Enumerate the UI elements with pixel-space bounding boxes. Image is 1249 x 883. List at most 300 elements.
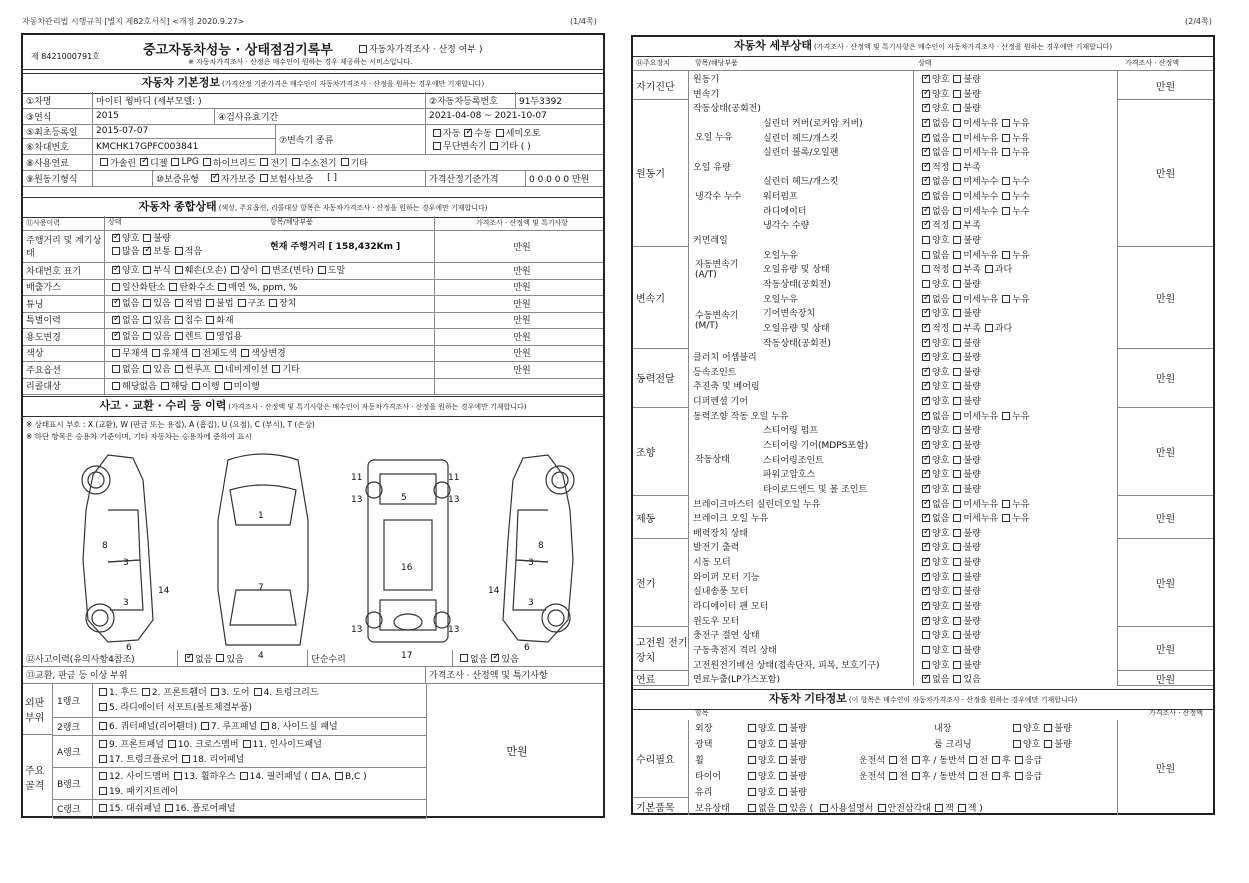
checkbox[interactable] [953, 573, 961, 581]
checkbox[interactable] [175, 299, 183, 307]
checkbox[interactable] [748, 756, 756, 764]
checkbox[interactable] [1044, 740, 1052, 748]
option-label: 양호 [932, 587, 950, 598]
checkbox[interactable] [292, 158, 300, 166]
checkbox[interactable] [953, 631, 961, 639]
checkbox[interactable] [112, 266, 120, 274]
checkbox[interactable] [953, 456, 961, 464]
checkbox[interactable] [211, 688, 219, 696]
option-label: 후 [1002, 772, 1011, 782]
checkbox[interactable] [779, 740, 787, 748]
checkbox[interactable] [953, 617, 961, 625]
checkbox[interactable] [359, 45, 367, 53]
checkbox[interactable] [1002, 251, 1010, 259]
checkbox[interactable] [174, 772, 182, 780]
row-label: 배출가스 [23, 279, 105, 296]
item-label: 동력조향 작동 오일 누유 [693, 411, 789, 422]
checkbox[interactable] [922, 661, 930, 669]
svg-text:17: 17 [401, 651, 413, 661]
checkbox[interactable] [953, 514, 961, 522]
checkbox[interactable] [143, 316, 151, 324]
checkbox[interactable] [953, 148, 961, 156]
svg-text:5: 5 [401, 493, 407, 503]
checkbox[interactable] [922, 602, 930, 610]
checkbox[interactable] [922, 207, 930, 215]
rank-row: A랭크 9. 프론트패널 10. 크로스멤버 11. 인사이드패널 17. 트렁크플로어 18. 리어패널 [53, 735, 426, 768]
option-label: 양호 [932, 104, 950, 115]
checkbox[interactable] [464, 129, 472, 137]
detail-header-row: ⑭주요장치 항목/해당부품 상태 가격조사 · 산정액 [633, 56, 1213, 71]
checkbox[interactable] [953, 661, 961, 669]
rank-row: 1랭크 1. 후드 2. 프론트휀더 3. 도어 4. 트렁크리드 5. 라디에이터 서포트(볼트체결부품) [53, 683, 426, 718]
checkbox[interactable] [922, 75, 930, 83]
overall-row [23, 312, 603, 330]
checkbox[interactable] [985, 265, 993, 273]
checkbox[interactable] [175, 266, 183, 274]
checkbox[interactable] [1002, 412, 1010, 420]
checkbox[interactable] [779, 772, 787, 780]
option-label: 불량 [963, 572, 981, 583]
rank-row: B랭크 12. 사이드멤버 13. 휠하우스 14. 필러패널 ( A, B,C ) 19. 패키지트레이 [53, 767, 426, 800]
checkbox[interactable] [171, 158, 179, 166]
checkbox[interactable] [254, 688, 262, 696]
checkbox[interactable] [922, 558, 930, 566]
item-label: 오일 유량 [693, 162, 731, 173]
checkbox[interactable] [262, 266, 270, 274]
checkbox[interactable] [490, 142, 498, 150]
item-state [918, 423, 981, 436]
checkbox[interactable] [1002, 192, 1010, 200]
vin-label: ⑥차대번호 [23, 139, 93, 154]
option-label: 불량 [789, 788, 807, 798]
checkbox[interactable] [953, 587, 961, 595]
option-label: 디젤 [150, 158, 168, 169]
option-label: 불량 [963, 89, 981, 100]
checkbox[interactable] [953, 295, 961, 303]
option-label: 양호 [932, 558, 950, 569]
checkbox[interactable] [312, 772, 320, 780]
checkbox[interactable] [224, 382, 232, 390]
checkbox[interactable] [779, 756, 787, 764]
option-label: 불량 [963, 441, 981, 451]
option-label: 양호 [932, 528, 950, 539]
checkbox[interactable] [112, 299, 120, 307]
checkbox[interactable] [953, 221, 961, 229]
checkbox[interactable] [953, 163, 961, 171]
checkbox[interactable] [922, 412, 930, 420]
checkbox[interactable] [953, 104, 961, 112]
option-label: 부족 [963, 265, 981, 276]
checkbox[interactable] [922, 470, 930, 478]
checkbox[interactable] [922, 514, 930, 522]
option-label: 탄화수소 [179, 282, 215, 293]
checkbox[interactable] [889, 772, 897, 780]
option-label: 미세누유 [963, 118, 999, 129]
item-label: 시동 모터 [693, 558, 731, 569]
checkbox[interactable] [112, 247, 120, 255]
option-label: 양호 [758, 788, 776, 798]
checkbox[interactable] [922, 587, 930, 595]
row-price: 만원 [513, 332, 531, 343]
checkbox[interactable] [922, 353, 930, 361]
checkbox[interactable] [260, 158, 268, 166]
checkbox[interactable] [231, 266, 239, 274]
checkbox[interactable] [953, 134, 961, 142]
checkbox[interactable] [953, 177, 961, 185]
checkbox[interactable] [1002, 119, 1010, 127]
checkbox[interactable] [922, 251, 930, 259]
checkbox[interactable] [922, 646, 930, 654]
checkbox[interactable] [953, 236, 961, 244]
checkbox[interactable] [112, 365, 120, 373]
option-label: 양호 [758, 724, 776, 734]
checkbox[interactable] [953, 192, 961, 200]
checkbox[interactable] [779, 804, 787, 812]
checkbox[interactable] [433, 129, 441, 137]
checkbox[interactable] [922, 192, 930, 200]
row-price: 만원 [513, 299, 531, 310]
checkbox[interactable] [161, 382, 169, 390]
checkbox[interactable] [922, 295, 930, 303]
checkbox[interactable] [1002, 148, 1010, 156]
option-label: 있음 [153, 299, 171, 309]
checkbox[interactable] [99, 688, 107, 696]
checkbox[interactable] [152, 349, 160, 357]
svg-text:13: 13 [351, 495, 363, 505]
checkbox[interactable] [953, 529, 961, 537]
option-label: 불량 [963, 631, 981, 642]
checkbox[interactable] [112, 283, 120, 291]
checkbox[interactable] [912, 772, 920, 780]
item-state [918, 409, 1030, 422]
checkbox[interactable] [922, 221, 930, 229]
checkbox[interactable] [922, 456, 930, 464]
checkbox[interactable] [953, 500, 961, 508]
option-label: 양호 [1023, 724, 1041, 734]
option-label: 불량 [963, 484, 981, 495]
other-col-item: 항목 [695, 709, 709, 717]
option-label: 불량 [963, 426, 981, 437]
checkbox[interactable] [935, 804, 943, 812]
checkbox[interactable] [958, 804, 966, 812]
checkbox[interactable] [953, 470, 961, 478]
checkbox[interactable] [192, 382, 200, 390]
checkbox[interactable] [1002, 177, 1010, 185]
page-1 [21, 33, 605, 818]
checkbox[interactable] [953, 675, 961, 683]
option-label: 양호 [932, 279, 950, 290]
category-label: 변속기 [633, 247, 689, 349]
checkbox[interactable] [878, 804, 886, 812]
checkbox[interactable] [1013, 724, 1021, 732]
option-label: 변조(변타) [271, 266, 314, 276]
checkbox[interactable] [192, 349, 200, 357]
accident-heading: 사고 · 교환 · 수리 등 이력 (가격조사 · 산정액 및 특기사항은 매수인이 자동차가격조사 · 산정을 원하는 경우에만 기재합니다) [23, 396, 603, 417]
option-label: 없음 [122, 315, 140, 326]
checkbox[interactable] [1002, 295, 1010, 303]
rank-row: C랭크 15. 대쉬패널 16. 플로어패널 [53, 799, 426, 819]
option-label: 불량 [963, 367, 981, 378]
checkbox[interactable] [953, 646, 961, 654]
row-label: 튜닝 [23, 295, 105, 312]
item-state [918, 277, 981, 290]
item-state [918, 336, 981, 349]
checkbox[interactable] [922, 236, 930, 244]
overall-row [23, 279, 603, 297]
checkbox[interactable] [779, 724, 787, 732]
item-state [918, 614, 981, 627]
item-label: 실린더 헤드/개스킷 [763, 177, 839, 188]
checkbox[interactable] [165, 804, 173, 812]
checkbox[interactable] [335, 772, 343, 780]
checkbox[interactable] [820, 804, 828, 812]
checkbox[interactable] [182, 755, 190, 763]
checkbox[interactable] [218, 283, 226, 291]
checkbox[interactable] [922, 177, 930, 185]
option-label: 없음 [122, 299, 140, 309]
checkbox[interactable] [953, 426, 961, 434]
svg-text:8: 8 [538, 541, 544, 551]
checkbox[interactable] [953, 353, 961, 361]
checkbox[interactable] [922, 675, 930, 683]
checkbox[interactable] [99, 787, 107, 795]
checkbox[interactable] [922, 90, 930, 98]
option-label: 불량 [963, 645, 981, 656]
checkbox[interactable] [953, 368, 961, 376]
checkbox[interactable] [953, 339, 961, 347]
checkbox[interactable] [261, 722, 269, 730]
other-row: 광택 양호 불량 룸 크리닝 양호 불량 [695, 740, 1072, 750]
checkbox[interactable] [922, 426, 930, 434]
checkbox[interactable] [922, 163, 930, 171]
checkbox[interactable] [1015, 756, 1023, 764]
checkbox[interactable] [215, 365, 223, 373]
checkbox[interactable] [460, 654, 468, 662]
checkbox[interactable] [922, 617, 930, 625]
checkbox[interactable] [201, 722, 209, 730]
category-price: 만원 [1117, 671, 1213, 686]
checkbox[interactable] [953, 558, 961, 566]
checkbox[interactable] [99, 755, 107, 763]
checkbox[interactable] [953, 382, 961, 390]
checkbox[interactable] [169, 283, 177, 291]
checkbox[interactable] [779, 788, 787, 796]
checkbox[interactable] [922, 382, 930, 390]
checkbox[interactable] [496, 129, 504, 137]
item-label: 작동상태(공회전) [763, 338, 831, 349]
category-label: 조향 [633, 408, 689, 496]
motor-value [93, 170, 153, 186]
checkbox[interactable] [953, 543, 961, 551]
option-label: 있음 [153, 332, 171, 342]
checkbox[interactable] [922, 104, 930, 112]
basic-info-table [23, 92, 603, 200]
checkbox[interactable] [953, 280, 961, 288]
checkbox[interactable] [922, 119, 930, 127]
checkbox[interactable] [748, 740, 756, 748]
price-check-option[interactable]: 자동차가격조사 · 산정 여부 ) [355, 42, 482, 55]
checkbox[interactable] [922, 397, 930, 405]
checkbox[interactable] [922, 324, 930, 332]
checkbox[interactable] [922, 441, 930, 449]
checkbox[interactable] [99, 722, 107, 730]
fuel-label: ⑧사용연료 [23, 154, 93, 170]
checkbox[interactable] [1015, 772, 1023, 780]
checkbox[interactable] [112, 349, 120, 357]
checkbox[interactable] [922, 280, 930, 288]
checkbox[interactable] [99, 703, 107, 711]
checkbox[interactable] [922, 368, 930, 376]
checkbox[interactable] [143, 299, 151, 307]
checkbox[interactable] [748, 724, 756, 732]
checkbox[interactable] [922, 148, 930, 156]
checkbox[interactable] [922, 485, 930, 493]
checkbox[interactable] [112, 234, 120, 242]
checkbox[interactable] [175, 332, 183, 340]
item-label: 커먼레일 [693, 236, 728, 247]
checkbox[interactable] [143, 247, 151, 255]
checkbox[interactable] [953, 265, 961, 273]
checkbox[interactable] [912, 756, 920, 764]
row-options [105, 262, 435, 279]
rank-row: 2랭크 6. 쿼터패널(리어휀더) 7. 루프패널 8. 사이드실 패널 [53, 717, 426, 736]
option-label: 불량 [963, 382, 981, 393]
checkbox[interactable] [491, 654, 499, 662]
checkbox[interactable] [953, 485, 961, 493]
checkbox[interactable] [168, 740, 176, 748]
checkbox[interactable] [240, 772, 248, 780]
detail-heading: 자동차 세부상태 (가격조사 · 산정액 및 특기사항은 매수인이 자동차가격조사 · 산정을 원하는 경우에만 기재합니다) [633, 37, 1213, 57]
option-label: 양호 [932, 75, 950, 85]
checkbox[interactable] [100, 158, 108, 166]
checkbox[interactable] [953, 309, 961, 317]
checkbox[interactable] [922, 573, 930, 581]
regulation-header: 자동차관리법 시행규칙 [별지 제82호서식] <개정 2020.9.27> [22, 17, 245, 26]
checkbox[interactable] [140, 158, 148, 166]
item-label: 냉각수 수량 [763, 221, 810, 232]
checkbox[interactable] [969, 772, 977, 780]
checkbox[interactable] [272, 365, 280, 373]
option-label: LPG [181, 157, 199, 167]
car-name-label: ①차명 [23, 92, 93, 108]
checkbox[interactable] [175, 247, 183, 255]
checkbox[interactable] [142, 688, 150, 696]
checkbox[interactable] [1044, 724, 1052, 732]
checkbox[interactable] [953, 412, 961, 420]
checkbox[interactable] [211, 174, 219, 182]
option-label: 양호 [758, 756, 776, 766]
accident-history-row: ⑫사고이력(유의사항4참조) ✓ 없음 있음 단순수리 없음 ✓ 있음 [23, 650, 603, 667]
option-label: 불량 [963, 397, 981, 408]
checkbox[interactable] [143, 266, 151, 274]
checkbox[interactable] [260, 174, 268, 182]
checkbox[interactable] [969, 756, 977, 764]
checkbox[interactable] [922, 339, 930, 347]
option-label: 없음 [122, 332, 140, 342]
checkbox[interactable] [433, 142, 441, 150]
checkbox[interactable] [953, 207, 961, 215]
option-label: 양호 [758, 740, 776, 750]
row-price [435, 378, 606, 395]
checkbox[interactable] [922, 631, 930, 639]
checkbox[interactable] [922, 529, 930, 537]
checkbox[interactable] [748, 788, 756, 796]
motor-label: ⑨원동기형식 [23, 170, 93, 186]
checkbox[interactable] [99, 740, 107, 748]
item-label: 등속조인트 [693, 367, 737, 378]
checkbox[interactable] [206, 299, 214, 307]
checkbox[interactable] [922, 543, 930, 551]
category-label: 원동기 [633, 100, 689, 246]
checkbox[interactable] [112, 316, 120, 324]
checkbox[interactable] [241, 349, 249, 357]
checkbox[interactable] [206, 316, 214, 324]
option-label: 누유 [1012, 499, 1030, 510]
checkbox[interactable] [341, 158, 349, 166]
checkbox[interactable] [216, 654, 224, 662]
checkbox[interactable] [1013, 740, 1021, 748]
checkbox[interactable] [922, 309, 930, 317]
checkbox[interactable] [953, 75, 961, 83]
checkbox[interactable] [992, 756, 1000, 764]
checkbox[interactable] [953, 602, 961, 610]
checkbox[interactable] [112, 382, 120, 390]
checkbox[interactable] [922, 265, 930, 273]
checkbox[interactable] [318, 266, 326, 274]
checkbox[interactable] [99, 772, 107, 780]
option-label: 없음 [932, 294, 950, 305]
checkbox[interactable] [175, 365, 183, 373]
row-options [105, 345, 435, 362]
checkbox[interactable] [953, 251, 961, 259]
checkbox[interactable] [1002, 134, 1010, 142]
category-label: 동력전달 [633, 349, 689, 408]
checkbox[interactable] [185, 654, 193, 662]
checkbox[interactable] [206, 332, 214, 340]
checkbox[interactable] [243, 740, 251, 748]
option-label: 양호 [932, 367, 950, 378]
checkbox[interactable] [143, 332, 151, 340]
checkbox[interactable] [1002, 500, 1010, 508]
checkbox[interactable] [953, 441, 961, 449]
checkbox[interactable] [1002, 207, 1010, 215]
checkbox[interactable] [269, 299, 277, 307]
option-label: 미세누유 [963, 133, 999, 144]
checkbox[interactable] [953, 90, 961, 98]
checkbox[interactable] [889, 756, 897, 764]
checkbox[interactable] [203, 158, 211, 166]
checkbox[interactable] [143, 234, 151, 242]
checkbox[interactable] [143, 365, 151, 373]
checkbox[interactable] [922, 134, 930, 142]
checkbox[interactable] [953, 397, 961, 405]
option-label: 화재 [216, 315, 234, 326]
checkbox[interactable] [992, 772, 1000, 780]
checkbox[interactable] [748, 772, 756, 780]
checkbox[interactable] [99, 804, 107, 812]
checkbox[interactable] [175, 316, 183, 324]
checkbox[interactable] [238, 299, 246, 307]
checkbox[interactable] [112, 332, 120, 340]
checkbox[interactable] [1002, 514, 1010, 522]
checkbox[interactable] [953, 119, 961, 127]
checkbox[interactable] [922, 500, 930, 508]
other-row: 유리 양호 불량 [695, 788, 807, 798]
checkbox[interactable] [748, 804, 756, 812]
checkbox[interactable] [953, 324, 961, 332]
checkbox[interactable] [985, 324, 993, 332]
doc-number: 제 8421000791호 [31, 52, 100, 61]
